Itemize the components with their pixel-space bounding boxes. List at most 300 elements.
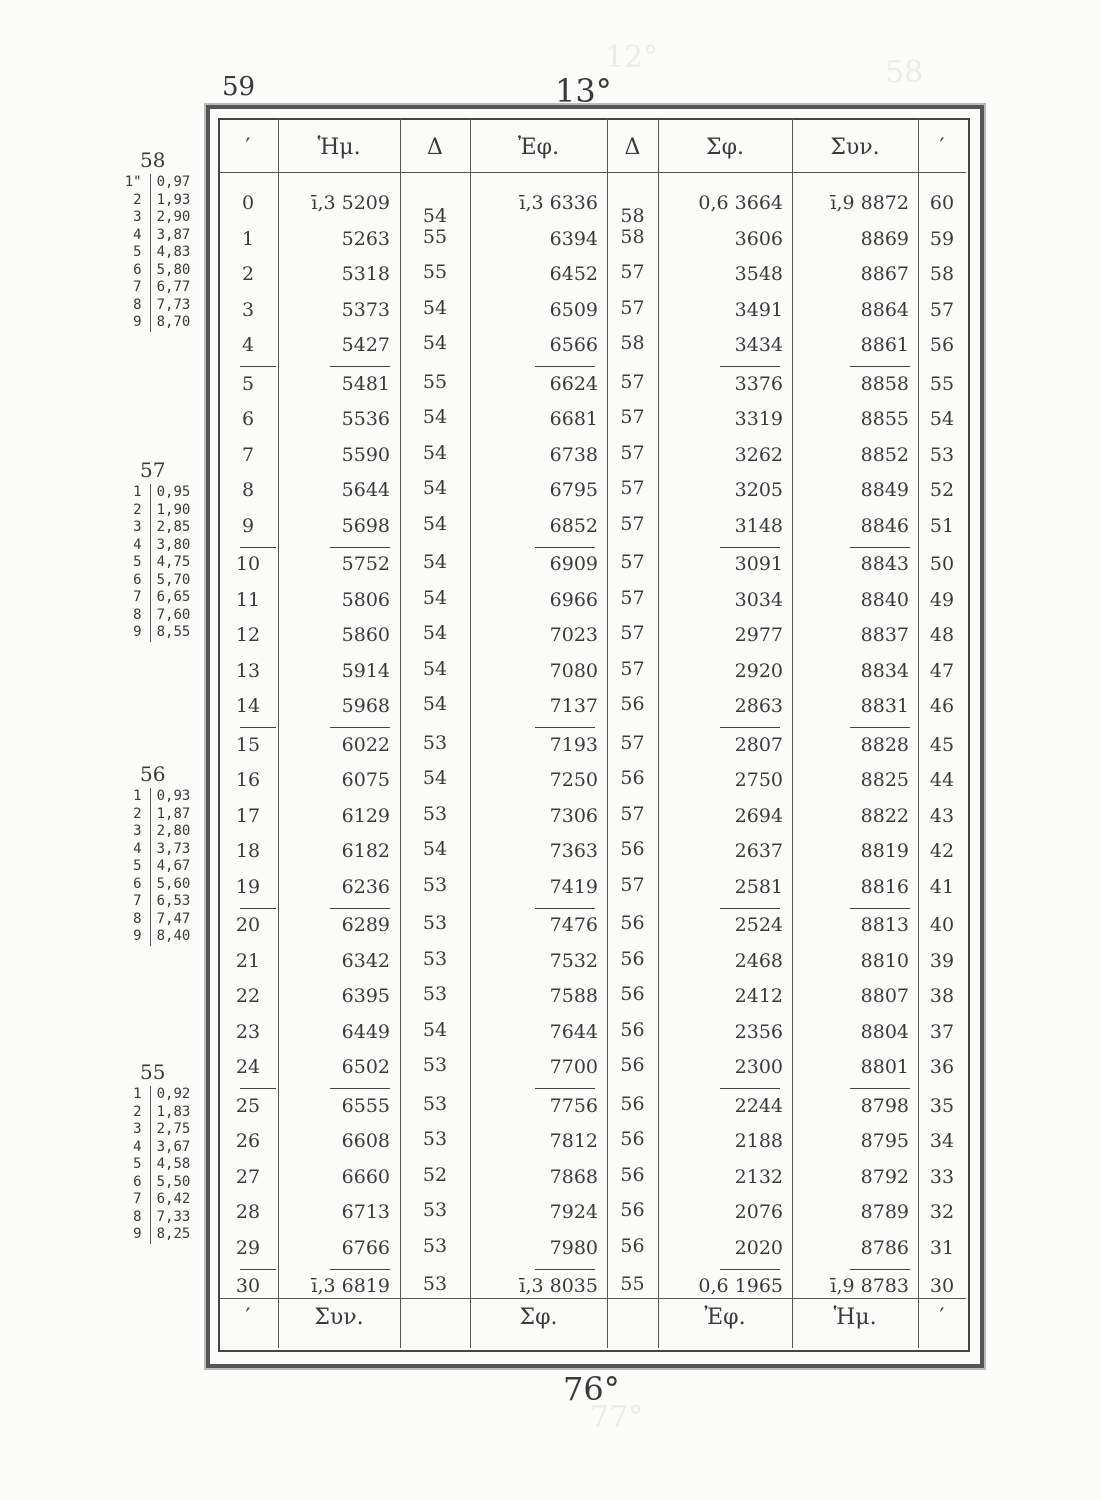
pp-multiplier: 1 <box>133 1086 142 1102</box>
cosine-cell: 8807 <box>860 985 909 1007</box>
cosine-cell: 8825 <box>860 769 909 791</box>
tangent-cell: 7532 <box>549 949 598 972</box>
minute-cell: 15 <box>235 733 261 756</box>
minute-right-cell: 49 <box>929 588 955 611</box>
sine-cell: 6236 <box>341 875 390 898</box>
cotangent-cell: 3606 <box>734 227 783 250</box>
difference-cell: 55 <box>422 370 448 393</box>
tangent-cell: 6452 <box>549 263 598 285</box>
cotangent-cell: 3205 <box>734 479 783 501</box>
pp-value: 6,53 <box>150 893 202 911</box>
pp-multiplier: 1 <box>133 484 142 500</box>
minute-right-cell: 60 <box>929 192 955 214</box>
cotangent-cell: 3434 <box>734 334 783 356</box>
pp-value: 2,90 <box>150 209 202 227</box>
difference-cell: 54 <box>422 296 448 319</box>
tangent-cell: 7924 <box>549 1201 598 1223</box>
group-separator <box>240 908 276 910</box>
pp-value: 4,75 <box>150 554 202 572</box>
difference-cell: 55 <box>422 225 448 248</box>
difference-cell: 57 <box>620 731 645 754</box>
minute-right-cell: 59 <box>929 227 955 250</box>
difference-cell: 57 <box>620 477 645 499</box>
group-separator <box>330 366 390 368</box>
difference-cell: 54 <box>422 406 448 428</box>
pp-multiplier: 7 <box>133 1191 142 1207</box>
pp-multiplier: 6 <box>133 571 142 588</box>
pp-multiplier: 2 <box>133 501 142 518</box>
cosine-cell: 8813 <box>860 914 909 936</box>
pp-multiplier: 1 <box>133 788 142 804</box>
sine-cell: 5318 <box>341 263 390 285</box>
minute-right-cell: 40 <box>929 914 955 936</box>
difference-cell: 53 <box>422 1199 448 1221</box>
cosine-cell: 8798 <box>860 1094 909 1117</box>
tangent-cell: 7306 <box>549 804 598 827</box>
cosine-cell: 8816 <box>860 875 909 898</box>
difference-cell: 53 <box>422 731 448 754</box>
difference-cell: 54 <box>422 622 448 644</box>
difference-cell: 53 <box>422 1273 448 1295</box>
proportional-parts-row <box>112 911 202 929</box>
minute-right-cell: 39 <box>929 949 955 972</box>
cotangent-cell: 2863 <box>734 695 783 717</box>
pp-value: 4,58 <box>150 1156 202 1174</box>
pp-value: 2,75 <box>150 1121 202 1139</box>
cosine-cell: 8869 <box>860 227 909 250</box>
sine-cell: 5752 <box>341 553 390 575</box>
proportional-parts-row <box>112 297 202 315</box>
sine-cell: 6075 <box>341 769 390 791</box>
proportional-parts-row <box>112 519 202 537</box>
cosine-cell: 8789 <box>860 1201 909 1223</box>
minute-right-cell: 45 <box>929 733 955 756</box>
sine-cell: 5914 <box>341 659 390 682</box>
cotangent-cell: 2637 <box>734 840 783 862</box>
difference-cell: 56 <box>620 1128 645 1150</box>
difference-cell: 53 <box>422 1054 448 1076</box>
group-separator <box>850 366 910 368</box>
pp-value: 6,65 <box>150 589 202 607</box>
pp-value: 0,93 <box>150 788 202 806</box>
minute-cell: 8 <box>241 479 255 501</box>
proportional-parts-row <box>112 1156 202 1174</box>
difference-cell: 55 <box>422 261 448 283</box>
pp-value: 7,73 <box>150 297 202 315</box>
difference-cell: 57 <box>620 406 645 428</box>
difference-cell: 54 <box>422 838 448 860</box>
pp-value: 0,92 <box>150 1086 202 1104</box>
pp-value: 1,87 <box>150 806 202 824</box>
pp-multiplier: 5 <box>133 244 142 260</box>
difference-cell: 53 <box>422 1234 448 1257</box>
cotangent-cell: 2750 <box>734 769 783 791</box>
proportional-parts-row <box>112 262 202 280</box>
proportional-parts-row <box>112 928 202 946</box>
minute-right-cell: 52 <box>929 479 955 501</box>
proportional-parts-row <box>112 572 202 590</box>
group-separator <box>720 1269 780 1271</box>
minute-right-cell: 41 <box>929 875 955 898</box>
sine-cell: 6713 <box>341 1201 390 1223</box>
difference-cell: 57 <box>620 657 645 680</box>
minute-cell: 7 <box>241 443 255 466</box>
minute-cell: 22 <box>235 985 261 1007</box>
proportional-parts-row <box>112 1139 202 1157</box>
pp-value: 8,25 <box>150 1226 202 1244</box>
difference-cell: 57 <box>620 512 645 535</box>
group-separator <box>535 547 595 549</box>
difference-cell: 54 <box>422 477 448 499</box>
minute-cell: 9 <box>241 514 255 537</box>
minute-right-cell: 35 <box>929 1094 955 1117</box>
pp-multiplier: 3 <box>133 1121 142 1137</box>
cosine-cell: 8822 <box>860 804 909 827</box>
minute-right-cell: 30 <box>929 1275 955 1297</box>
difference-cell: 56 <box>620 1092 645 1115</box>
pp-multiplier: 9 <box>133 314 142 330</box>
proportional-parts-row <box>112 279 202 297</box>
minute-right-cell: 46 <box>929 695 955 717</box>
difference-cell: 53 <box>422 912 448 934</box>
tangent-cell: 7250 <box>549 769 598 791</box>
difference-cell: 54 <box>422 693 448 715</box>
cotangent-cell: 2581 <box>734 875 783 898</box>
group-separator <box>720 1088 780 1090</box>
pp-value: 2,85 <box>150 519 202 537</box>
tangent-cell: 6681 <box>549 408 598 430</box>
minute-cell: 12 <box>235 624 261 646</box>
cotangent-cell: 2300 <box>734 1056 783 1078</box>
pp-value: 0,97 <box>150 174 202 192</box>
pp-multiplier: 4 <box>133 226 142 243</box>
pp-multiplier: 2 <box>133 1103 142 1120</box>
sine-cell: 6289 <box>341 914 390 936</box>
sine-cell: 5263 <box>341 227 390 250</box>
pp-multiplier: 6 <box>133 261 142 278</box>
cotangent-cell: 3548 <box>734 263 783 285</box>
minute-cell: 28 <box>235 1201 261 1223</box>
sine-cell: 6608 <box>341 1130 390 1152</box>
cosine-cell: ī,9 8783 <box>830 1275 909 1297</box>
tangent-cell: 6795 <box>549 479 598 501</box>
pp-value: 7,47 <box>150 911 202 929</box>
minute-cell: 19 <box>235 875 261 898</box>
pp-multiplier: 7 <box>133 893 142 909</box>
cotangent-cell: 2977 <box>734 624 783 646</box>
difference-cell: 56 <box>620 767 645 789</box>
minute-cell: 27 <box>235 1165 261 1188</box>
proportional-parts-row <box>112 1121 202 1139</box>
tangent-cell: 7476 <box>549 914 598 936</box>
group-separator <box>720 908 780 910</box>
pp-value: 5,70 <box>150 572 202 590</box>
minute-cell: 25 <box>235 1094 261 1117</box>
proportional-parts-head: 56 <box>140 762 166 786</box>
minute-right-cell: 44 <box>929 769 955 791</box>
difference-cell: 56 <box>620 838 645 860</box>
proportional-parts-row <box>112 502 202 520</box>
proportional-parts-row <box>112 858 202 876</box>
pp-multiplier: 4 <box>133 840 142 857</box>
column-footer: Σφ. <box>519 1305 558 1330</box>
pp-multiplier: 5 <box>133 858 142 874</box>
tangent-cell: 6624 <box>549 372 598 395</box>
tangent-cell: 7363 <box>549 840 598 862</box>
sine-cell: 5481 <box>341 372 390 395</box>
pp-value: 3,87 <box>150 227 202 245</box>
footer-rule <box>218 1298 966 1299</box>
sine-cell: 5806 <box>341 588 390 611</box>
minute-cell: 21 <box>235 949 261 972</box>
pp-multiplier: 8 <box>133 296 142 313</box>
pp-multiplier: 5 <box>133 1156 142 1172</box>
group-separator <box>535 366 595 368</box>
difference-cell: 54 <box>422 767 448 789</box>
column-header: Σφ. <box>706 135 744 160</box>
proportional-parts-row <box>112 174 202 192</box>
proportional-parts-row <box>112 1104 202 1122</box>
column-header: Ἡμ. <box>317 135 361 160</box>
pp-value: 1,90 <box>150 502 202 520</box>
pp-value: 7,33 <box>150 1209 202 1227</box>
proportional-parts-head: 55 <box>140 1060 166 1084</box>
cosine-cell: 8831 <box>860 695 909 717</box>
minute-cell: 18 <box>235 840 261 862</box>
minute-right-cell: 34 <box>929 1130 955 1152</box>
pp-value: 3,73 <box>150 841 202 859</box>
pp-value: 8,70 <box>150 314 202 332</box>
difference-cell: 55 <box>620 1273 645 1295</box>
proportional-parts-row <box>112 1191 202 1209</box>
sine-cell: 5968 <box>341 695 390 717</box>
column-header: Δ <box>624 135 641 160</box>
tangent-cell: 7193 <box>549 733 598 756</box>
group-separator <box>330 1088 390 1090</box>
minute-right-cell: 56 <box>929 334 955 356</box>
minute-cell: 30 <box>235 1275 261 1297</box>
pp-multiplier: 4 <box>133 1138 142 1155</box>
cosine-cell: 8819 <box>860 840 909 862</box>
difference-cell: 54 <box>422 657 448 680</box>
cosine-cell: 8852 <box>860 443 909 466</box>
difference-cell: 57 <box>620 441 645 464</box>
difference-cell: 57 <box>620 261 645 283</box>
tangent-cell: 7812 <box>549 1130 598 1152</box>
pp-multiplier: 3 <box>133 823 142 839</box>
sine-cell: 6342 <box>341 949 390 972</box>
minute-cell: 1 <box>241 227 255 250</box>
proportional-parts-row <box>112 806 202 824</box>
pp-value: 1,93 <box>150 192 202 210</box>
sine-cell: 6502 <box>341 1056 390 1078</box>
sine-cell: 5698 <box>341 514 390 537</box>
column-header: Ἐφ. <box>517 135 560 160</box>
cotangent-cell: 0,6 1965 <box>698 1275 783 1297</box>
difference-cell: 56 <box>620 1163 645 1186</box>
sine-cell: 6395 <box>341 985 390 1007</box>
tangent-cell: 7644 <box>549 1020 598 1043</box>
tangent-cell: 6966 <box>549 588 598 611</box>
column-header: ′ <box>939 135 945 160</box>
proportional-parts-row <box>112 192 202 210</box>
difference-cell: 54 <box>422 441 448 464</box>
sine-cell: 6766 <box>341 1236 390 1259</box>
proportional-parts-row <box>112 537 202 555</box>
pp-value: 6,77 <box>150 279 202 297</box>
tangent-cell: 7080 <box>549 659 598 682</box>
minute-right-cell: 33 <box>929 1165 955 1188</box>
minute-cell: 5 <box>241 372 255 395</box>
difference-cell: 56 <box>620 693 645 715</box>
difference-cell: 54 <box>422 1018 448 1041</box>
cosine-cell: ī,9 8872 <box>830 192 909 214</box>
proportional-parts-row <box>112 244 202 262</box>
minute-cell: 23 <box>235 1020 261 1043</box>
difference-cell: 53 <box>422 1092 448 1115</box>
sine-cell: 5860 <box>341 624 390 646</box>
cotangent-cell: 2807 <box>734 733 783 756</box>
pp-multiplier: 8 <box>133 606 142 623</box>
pp-value: 5,60 <box>150 876 202 894</box>
cosine-cell: 8804 <box>860 1020 909 1043</box>
minute-right-cell: 32 <box>929 1201 955 1223</box>
cotangent-cell: 0,6 3664 <box>698 192 783 214</box>
difference-cell: 53 <box>422 1128 448 1150</box>
difference-cell: 58 <box>620 225 645 248</box>
pp-multiplier: 1" <box>124 174 142 190</box>
difference-cell: 57 <box>620 802 645 825</box>
proportional-parts-row <box>112 227 202 245</box>
column-header: ′ <box>245 135 251 160</box>
tangent-cell: ī,3 8035 <box>519 1275 598 1297</box>
cosine-cell: 8810 <box>860 949 909 972</box>
pp-value: 8,55 <box>150 624 202 642</box>
proportional-parts-row <box>112 314 202 332</box>
cosine-cell: 8834 <box>860 659 909 682</box>
sine-cell: 5373 <box>341 298 390 321</box>
proportional-parts-row <box>112 788 202 806</box>
tangent-cell: 7023 <box>549 624 598 646</box>
pp-value: 8,40 <box>150 928 202 946</box>
difference-cell: 57 <box>620 551 645 573</box>
tangent-cell: 7756 <box>549 1094 598 1117</box>
cotangent-cell: 3148 <box>734 514 783 537</box>
tangent-cell: 7980 <box>549 1236 598 1259</box>
minute-right-cell: 38 <box>929 985 955 1007</box>
sine-cell: 6555 <box>341 1094 390 1117</box>
proportional-parts-table <box>112 762 202 946</box>
sine-cell: 6660 <box>341 1165 390 1188</box>
minute-right-cell: 47 <box>929 659 955 682</box>
minute-right-cell: 31 <box>929 1236 955 1259</box>
cotangent-cell: 3091 <box>734 553 783 575</box>
pp-multiplier: 9 <box>133 928 142 944</box>
column-footer: ′ <box>245 1305 251 1330</box>
group-separator <box>535 1269 595 1271</box>
minute-cell: 24 <box>235 1056 261 1078</box>
difference-cell: 58 <box>620 205 645 227</box>
cotangent-cell: 2244 <box>734 1094 783 1117</box>
pp-multiplier: 8 <box>133 1208 142 1225</box>
minute-cell: 26 <box>235 1130 261 1152</box>
difference-cell: 53 <box>422 802 448 825</box>
sine-cell: 6182 <box>341 840 390 862</box>
difference-cell: 53 <box>422 983 448 1005</box>
bleed-through-ghost: 12° <box>605 40 659 75</box>
tangent-cell: 6566 <box>549 334 598 356</box>
cotangent-cell: 3491 <box>734 298 783 321</box>
difference-cell: 57 <box>620 370 645 393</box>
minute-right-cell: 36 <box>929 1056 955 1078</box>
pp-multiplier: 2 <box>133 805 142 822</box>
difference-cell: 54 <box>422 512 448 535</box>
bleed-through-ghost: 58 <box>885 55 924 90</box>
minute-cell: 11 <box>235 588 261 611</box>
pp-value: 5,50 <box>150 1174 202 1192</box>
sine-cell: 5590 <box>341 443 390 466</box>
tangent-cell: 7588 <box>549 985 598 1007</box>
column-footer: ′ <box>939 1305 945 1330</box>
group-separator <box>330 547 390 549</box>
minute-cell: 0 <box>241 192 255 214</box>
header-rule <box>218 172 966 173</box>
proportional-parts-row <box>112 1209 202 1227</box>
pp-value: 3,80 <box>150 537 202 555</box>
minute-cell: 20 <box>235 914 261 936</box>
cosine-cell: 8855 <box>860 408 909 430</box>
minute-cell: 4 <box>241 334 255 356</box>
minute-cell: 13 <box>235 659 261 682</box>
bleed-through-ghost: 77° <box>590 1400 644 1435</box>
minute-cell: 2 <box>241 263 255 285</box>
minute-cell: 3 <box>241 298 255 321</box>
pp-multiplier: 4 <box>133 536 142 553</box>
proportional-parts-head: 57 <box>140 458 166 482</box>
proportional-parts-table <box>112 458 202 642</box>
cotangent-cell: 2920 <box>734 659 783 682</box>
difference-cell: 56 <box>620 1234 645 1257</box>
pp-multiplier: 6 <box>133 1173 142 1190</box>
group-separator <box>850 547 910 549</box>
page-number: 59 <box>222 72 256 102</box>
difference-cell: 54 <box>422 551 448 573</box>
cosine-cell: 8861 <box>860 334 909 356</box>
sine-cell: 6449 <box>341 1020 390 1043</box>
cotangent-cell: 2356 <box>734 1020 783 1043</box>
group-separator <box>240 727 276 729</box>
pp-multiplier: 8 <box>133 910 142 927</box>
sine-cell: 5644 <box>341 479 390 501</box>
pp-multiplier: 7 <box>133 279 142 295</box>
group-separator <box>330 908 390 910</box>
minute-cell: 14 <box>235 695 261 717</box>
minute-right-cell: 58 <box>929 263 955 285</box>
cosine-cell: 8867 <box>860 263 909 285</box>
tangent-cell: 7868 <box>549 1165 598 1188</box>
pp-multiplier: 2 <box>133 191 142 208</box>
proportional-parts-row <box>112 1086 202 1104</box>
tangent-cell: 6909 <box>549 553 598 575</box>
difference-cell: 56 <box>620 947 645 970</box>
sine-cell: 5536 <box>341 408 390 430</box>
minute-right-cell: 53 <box>929 443 955 466</box>
pp-multiplier: 6 <box>133 875 142 892</box>
cosine-cell: 8864 <box>860 298 909 321</box>
pp-value: 1,83 <box>150 1104 202 1122</box>
pp-multiplier: 7 <box>133 589 142 605</box>
cotangent-cell: 2132 <box>734 1165 783 1188</box>
